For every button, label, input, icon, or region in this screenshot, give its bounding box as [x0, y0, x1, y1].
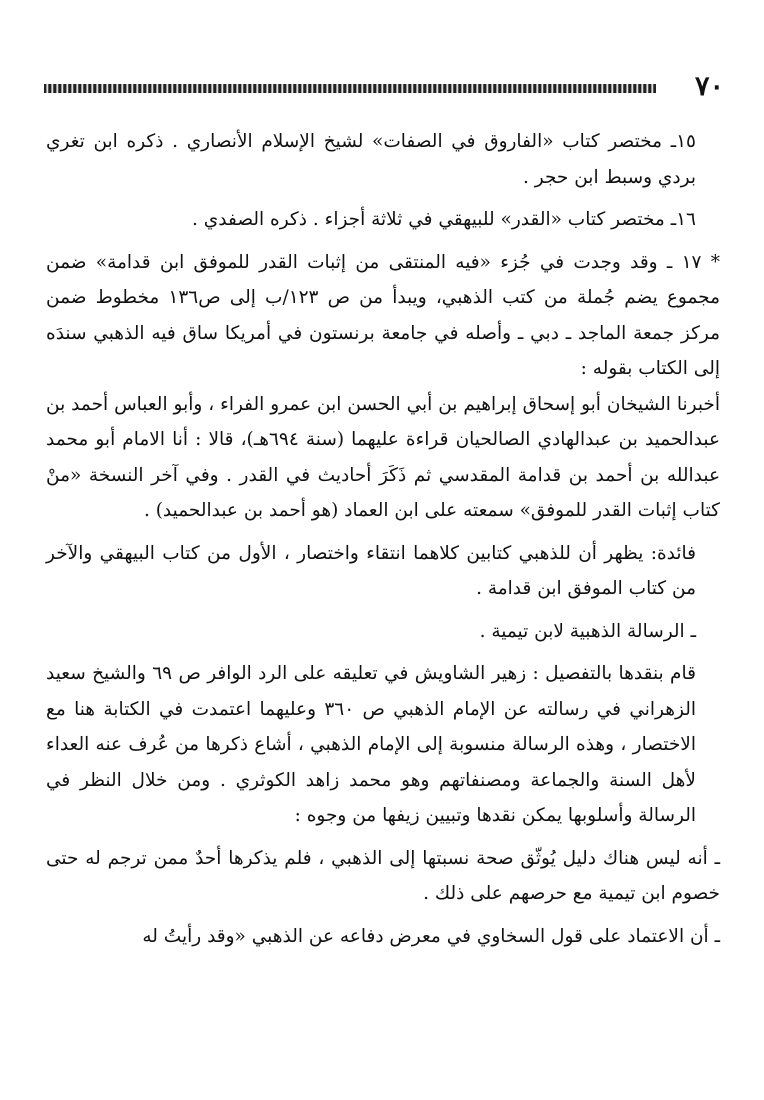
section-heading: ـ الرسالة الذهبية لابن تيمية .: [479, 620, 696, 642]
page-number: ٧٠: [694, 71, 724, 102]
page-body: [46, 124, 720, 961]
paragraph-item-16: ١٦ـ مختصر كتاب «القدر» للبيهقي في ثلاثة أجزاء . ذكره الصفدي .: [192, 209, 696, 230]
paragraph-chain-of-narration: أخبرنا الشيخان أبو إسحاق إبراهيم بن أبي الحسن ابن عمرو الفراء ، وأبو العباس أحمد بن عبدالحميد بن عبدالهادي الصالحيان قراءة عليهما (سنة ٦٩٤هـ)، قالا : أنا الامام أبو محمد عبدالله بن أحمد بن قدامة المقدسي ثم ذَكَرَ أحاديث في القدر . وفي آخر النسخة «منْ كتاب إثبات القدر للموفق» سمعته على ابن العماد (هو أحمد بن عبدالحميد) .: [46, 393, 720, 521]
paragraph-note: فائدة: يظهر أن للذهبي كتابين كلاهما انتقاء واختصار ، الأول من كتاب البيهقي والآخر من كتاب الموفق ابن قدامة .: [46, 542, 696, 599]
paragraph-item-15: ١٥ـ مختصر كتاب «الفاروق في الصفات» لشيخ الإسلام الأنصاري . ذكره ابن تغري بردي وسبط ابن حجر .: [46, 131, 696, 188]
paragraph-point-1: ـ أنه ليس هناك دليل يُوثّق صحة نسبتها إلى الذهبي ، فلم يذكرها أحدٌ ممن ترجم له حتى خصوم ابن تيمية مع حرصهم على ذلك .: [46, 847, 720, 904]
paragraph-point-2: ـ أن الاعتماد على قول السخاوي في معرض دفاعه عن الذهبي «وقد رأيتُ له: [142, 925, 720, 947]
paragraph-item-17: * ١٧ ـ وقد وجدت في جُزء «فيه المنتقى من إثبات القدر للموفق ابن قدامة» ضمن مجموع يضم جُملة من كتب الذهبي، ويبدأ من ص ١٢٣/ب إلى ص١٣٦ مخطوط ضمن مركز جمعة الماجد ـ دبي ـ وأصله في جامعة برنستون في أمريكا ساق فيه الذهبي سندَه إلى الكتاب بقوله :: [46, 251, 720, 379]
header-rule: [44, 84, 656, 93]
page-header: [44, 70, 724, 104]
paragraph-critique: قام بنقدها بالتفصيل : زهير الشاويش في تعليقه على الرد الوافر ص ٦٩ والشيخ سعيد الزهراني في رسالته عن الإمام الذهبي ص ٣٦٠ وعليهما اعتمدت في الكتابة هنا مع الاختصار ، وهذه الرسالة منسوبة إلى الإمام الذهبي ، أشاع ذكرها من عُرف عنه العداء لأهل السنة والجماعة ومصنفاتهم وهو محمد زاهد الكوثري . ومن خلال النظر في الرسالة وأسلوبها يمكن نقدها وتبيين زيفها من وجوه :: [46, 663, 697, 826]
